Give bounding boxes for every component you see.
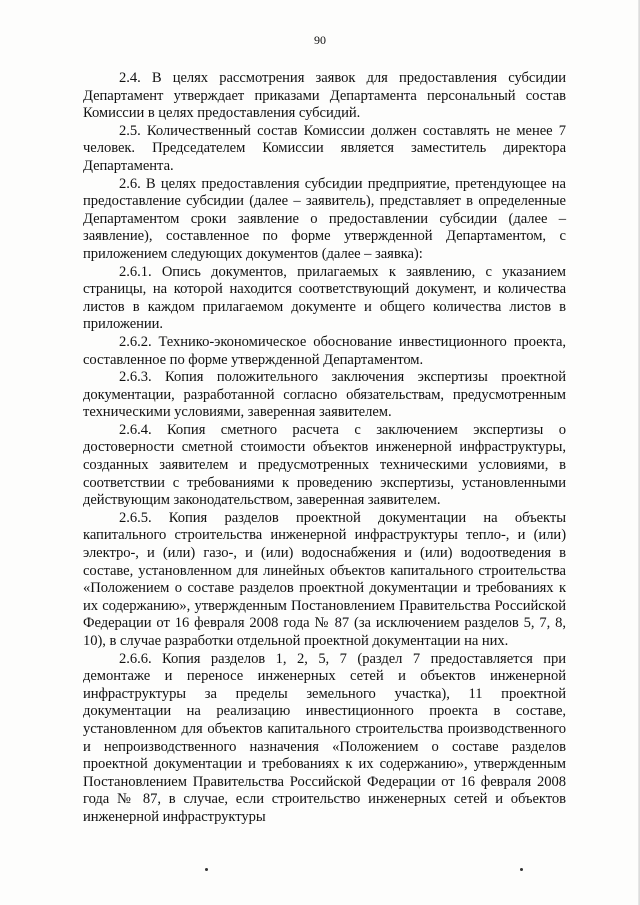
scan-speck-left <box>205 868 208 871</box>
paragraph-2-6-3: 2.6.3. Копия положительного заключения экспертизы проектной документации, разработанной согласно обязательствам, предусмотренным техническими условиями, заверенная заявителем. <box>83 369 566 421</box>
paragraph-2-6-4: 2.6.4. Копия сметного расчета с заключением экспертизы о достоверности сметной стоимости объектов инженерной инфраструктуры, созданных заявителем и предусмотренных техническими условиями, в соответствии с требованиями к проведению экспертизы, установленными действующим законодательством, заверенная заявителем. <box>83 421 566 509</box>
paragraph-2-6-2: 2.6.2. Технико-экономическое обоснование инвестиционного проекта, составленное по форме утвержденной Департаментом. <box>83 333 566 368</box>
page-number: 90 <box>314 33 326 47</box>
paragraph-2-6-1: 2.6.1. Опись документов, прилагаемых к заявлению, с указанием страницы, на которой находится соответствующий документ, и количества листов в каждом прилагаемом документе и общего количества листов в приложении. <box>83 263 566 333</box>
document-body <box>83 70 566 827</box>
paragraph-2-5: 2.5. Количественный состав Комиссии должен составлять не менее 7 человек. Председателем Комиссии является заместитель директора Департамента. <box>83 122 566 174</box>
paragraph-2-6: 2.6. В целях предоставления субсидии предприятие, претендующее на предоставление субсидии (далее – заявитель), представляет в определенные Департаментом сроки заявление о предоставлении субсидии (далее – заявление), составленное по форме утвержденной Департаментом, с приложением следующих документов (далее – заявка): <box>83 175 566 262</box>
paragraph-2-6-6: 2.6.6. Копия разделов 1, 2, 5, 7 (раздел 7 предоставляется при демонтаже и переносе инженерных сетей и объектов инженерной инфраструктуры за пределы земельного участка), 11 проектной документации на реализацию инвестиционного проекта в составе, установленном для объектов капитального строительства производственного и непроизводственного назначения «Положением о составе разделов проектной документации и требованиях к их содержанию», утвержденным Постановлением Правительства Российской Федерации от 16 февраля 2008 года № 87, в случае, если строительство инженерных сетей и объектов инженерной инфраструктуры <box>83 650 566 825</box>
scan-speck-right <box>520 868 523 871</box>
paragraph-2-6-5: 2.6.5. Копия разделов проектной документации на объекты капитального строительства инженерной инфраструктуры тепло-, и (или) электро-, и (или) газо-, и (или) водоснабжения и (или) водоотведения в составе, установленном для линейных объектов капитального строительства «Положением о составе разделов проектной документации и требованиях к их содержанию», утвержденным Постановлением Правительства Российской Федерации от 16 февраля 2008 года № 87 (за исключением разделов 5, 7, 8, 10), в случае разработки отдельной проектной документации на них. <box>83 509 566 649</box>
paragraph-2-4: 2.4. В целях рассмотрения заявок для предоставления субсидии Департамент утверждает приказами Департамента персональный состав Комиссии в целях предоставления субсидий. <box>83 70 566 122</box>
